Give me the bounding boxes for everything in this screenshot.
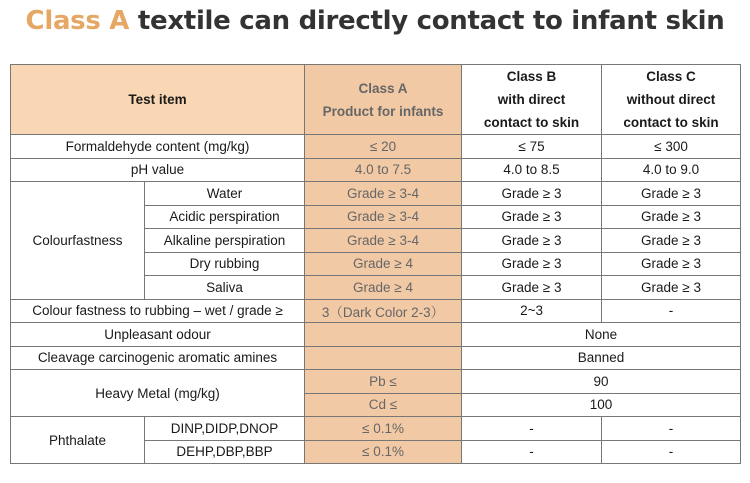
header-class-c — [602, 65, 741, 135]
class-bc-cell: Banned — [462, 346, 741, 370]
class-b-cell: ≤ 75 — [462, 135, 602, 159]
table-row — [11, 323, 741, 347]
class-c-cell: - — [602, 299, 741, 323]
header-row — [11, 65, 741, 135]
class-a-cell — [305, 323, 462, 347]
sub-label: Acidic perspiration — [145, 205, 305, 229]
class-a-cell: Grade ≥ 3-4 — [305, 182, 462, 206]
class-c-desc-1: without direct — [626, 92, 716, 107]
class-b-cell: Grade ≥ 3 — [462, 276, 602, 300]
table-row — [11, 299, 741, 323]
class-c-cell: Grade ≥ 3 — [602, 276, 741, 300]
row-label: pH value — [11, 158, 305, 182]
class-a-cell: Pb ≤ — [305, 370, 462, 394]
class-a-name: Class A — [358, 80, 408, 96]
class-a-cell: Grade ≥ 3-4 — [305, 205, 462, 229]
class-c-cell: - — [602, 417, 741, 441]
class-a-cell: 4.0 to 7.5 — [305, 158, 462, 182]
class-c-cell: Grade ≥ 3 — [602, 252, 741, 276]
class-b-cell: 2~3 — [462, 299, 602, 323]
class-a-cell: Grade ≥ 3-4 — [305, 229, 462, 253]
table-row — [11, 158, 741, 182]
class-a-cell: 3（Dark Color 2-3） — [305, 299, 462, 323]
class-b-cell: Grade ≥ 3 — [462, 182, 602, 206]
group-label: Heavy Metal (mg/kg) — [11, 370, 305, 417]
class-a-cell: Grade ≥ 4 — [305, 276, 462, 300]
class-b-cell: Grade ≥ 3 — [462, 252, 602, 276]
class-a-desc: Product for infants — [322, 103, 444, 119]
class-c-cell: Grade ≥ 3 — [602, 229, 741, 253]
group-label: Phthalate — [11, 417, 145, 464]
class-b-cell: - — [462, 417, 602, 441]
class-a-cell — [305, 346, 462, 370]
table-row — [11, 370, 741, 394]
row-label: Colour fastness to rubbing – wet / grade ≥ — [11, 299, 305, 323]
row-label: Unpleasant odour — [11, 323, 305, 347]
sub-label: Water — [145, 182, 305, 206]
sub-label: Saliva — [145, 276, 305, 300]
class-bc-cell: 100 — [462, 393, 741, 417]
table-row — [11, 346, 741, 370]
row-label: Cleavage carcinogenic aromatic amines — [11, 346, 305, 370]
page-title — [0, 6, 750, 36]
header-test-item: Test item — [11, 65, 305, 135]
class-c-cell: 4.0 to 9.0 — [602, 158, 741, 182]
sub-label: DINP,DIDP,DNOP — [145, 417, 305, 441]
class-c-cell: Grade ≥ 3 — [602, 205, 741, 229]
class-b-cell: - — [462, 440, 602, 464]
table-row — [11, 135, 741, 159]
class-c-cell: - — [602, 440, 741, 464]
title-accent: Class A — [25, 6, 130, 36]
group-label: Colourfastness — [11, 182, 145, 300]
class-c-cell: Grade ≥ 3 — [602, 182, 741, 206]
class-b-name: Class B — [506, 69, 557, 84]
sub-label: DEHP,DBP,BBP — [145, 440, 305, 464]
row-label: Formaldehyde content (mg/kg) — [11, 135, 305, 159]
class-c-name: Class C — [646, 69, 696, 84]
standards-table — [10, 64, 741, 464]
class-b-cell: Grade ≥ 3 — [462, 205, 602, 229]
class-a-cell: ≤ 0.1% — [305, 440, 462, 464]
class-a-cell: Grade ≥ 4 — [305, 252, 462, 276]
class-bc-cell: None — [462, 323, 741, 347]
title-rest: textile can directly contact to infant skin — [129, 6, 725, 36]
sub-label: Dry rubbing — [145, 252, 305, 276]
class-bc-cell: 90 — [462, 370, 741, 394]
class-c-desc-2: contact to skin — [623, 115, 719, 130]
class-b-desc-1: with direct — [497, 92, 566, 107]
class-c-cell: ≤ 300 — [602, 135, 741, 159]
sub-label: Alkaline perspiration — [145, 229, 305, 253]
header-class-a — [305, 65, 462, 135]
class-a-cell: ≤ 0.1% — [305, 417, 462, 441]
table-row — [11, 182, 741, 206]
class-b-desc-2: contact to skin — [483, 115, 580, 130]
class-b-cell: 4.0 to 8.5 — [462, 158, 602, 182]
header-class-b — [462, 65, 602, 135]
table-row — [11, 417, 741, 441]
class-b-cell: Grade ≥ 3 — [462, 229, 602, 253]
class-a-cell: Cd ≤ — [305, 393, 462, 417]
class-a-cell: ≤ 20 — [305, 135, 462, 159]
